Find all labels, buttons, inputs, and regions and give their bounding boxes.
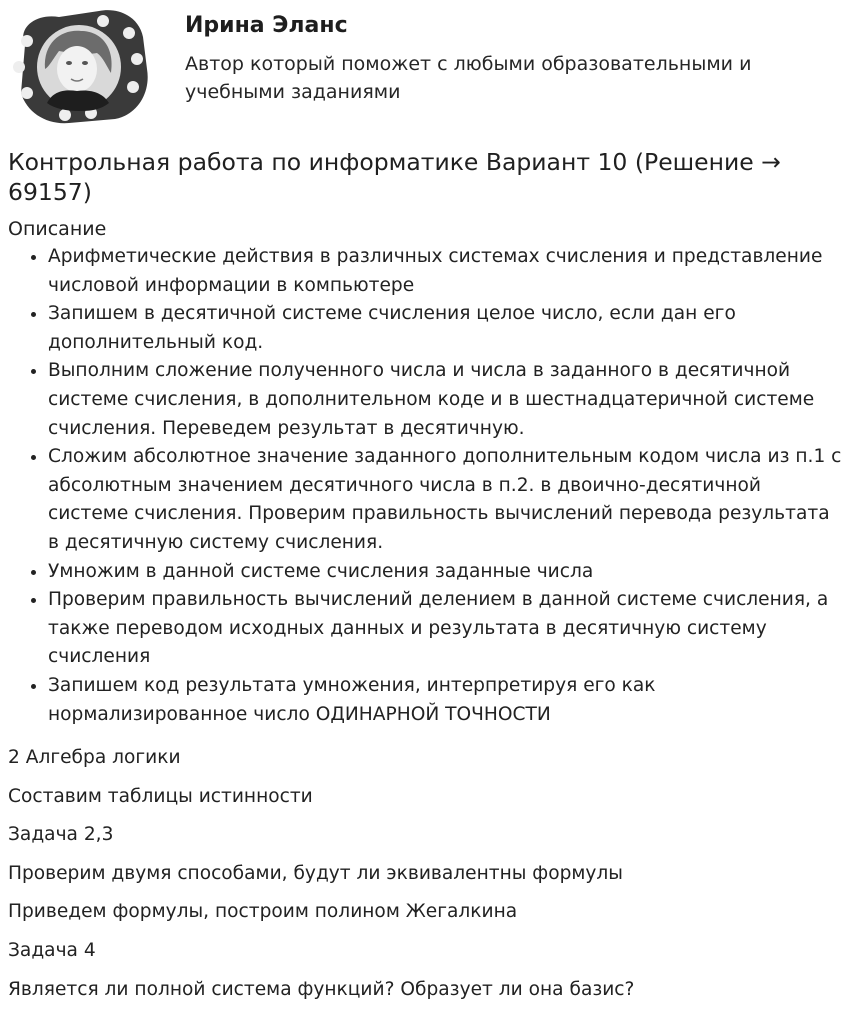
description-label: Описание <box>8 218 107 240</box>
paragraph: Составим таблицы истинности <box>8 786 313 807</box>
author-description: Автор который поможет с любыми образовательными и учебными заданиями <box>185 53 752 103</box>
section-heading-logic-algebra: 2 Алгебра логики <box>8 747 181 768</box>
description-list <box>8 243 844 729</box>
film-reel-portrait-icon[interactable] <box>7 7 151 125</box>
paragraph: Является ли полной система функций? Образует ли она базис? <box>8 979 635 1000</box>
list-item: • Умножим в данной системе счисления заданные числа <box>48 558 844 587</box>
list-item: • Запишем код результата умножения, интерпретируя его как нормализированное число ОДИНАРНОЙ ТОЧНОСТИ <box>48 672 844 729</box>
paragraph: Приведем формулы, построим полином Жегалкина <box>8 901 518 922</box>
task-heading: Задача 4 <box>8 940 96 961</box>
task-heading: Задача 2,3 <box>8 824 114 845</box>
list-item: • Проверим правильность вычислений делением в данной системе счисления, а также переводом исходных данных и результата в десятичную систему счисления <box>48 586 844 672</box>
page-title: Контрольная работа по информатике Вариант 10 (Решение → 69157) <box>8 148 781 206</box>
list-item: • Арифметические действия в различных системах счисления и представление числовой информации в компьютере <box>48 243 844 300</box>
list-item: • Запишем в десятичной системе счисления целое число, если дан его дополнительный код. <box>48 300 844 357</box>
paragraph: Проверим двумя способами, будут ли эквивалентны формулы <box>8 863 623 884</box>
author-header <box>0 0 847 130</box>
author-name[interactable]: Ирина Эланс <box>185 13 348 38</box>
list-item: • Выполним сложение полученного числа и числа в заданного в десятичной системе счисления, в дополнительном коде и в шестнадцатеричной системе счисления. Переведем результат в десятичную. <box>48 357 844 443</box>
list-item: • Сложим абсолютное значение заданного дополнительным кодом числа из п.1 с абсолютным значением десятичного числа в п.2. в двоично-десятичной системе счисления. Проверим правильность вычислений перевода результата в десятичную систему счисления. <box>48 443 844 557</box>
